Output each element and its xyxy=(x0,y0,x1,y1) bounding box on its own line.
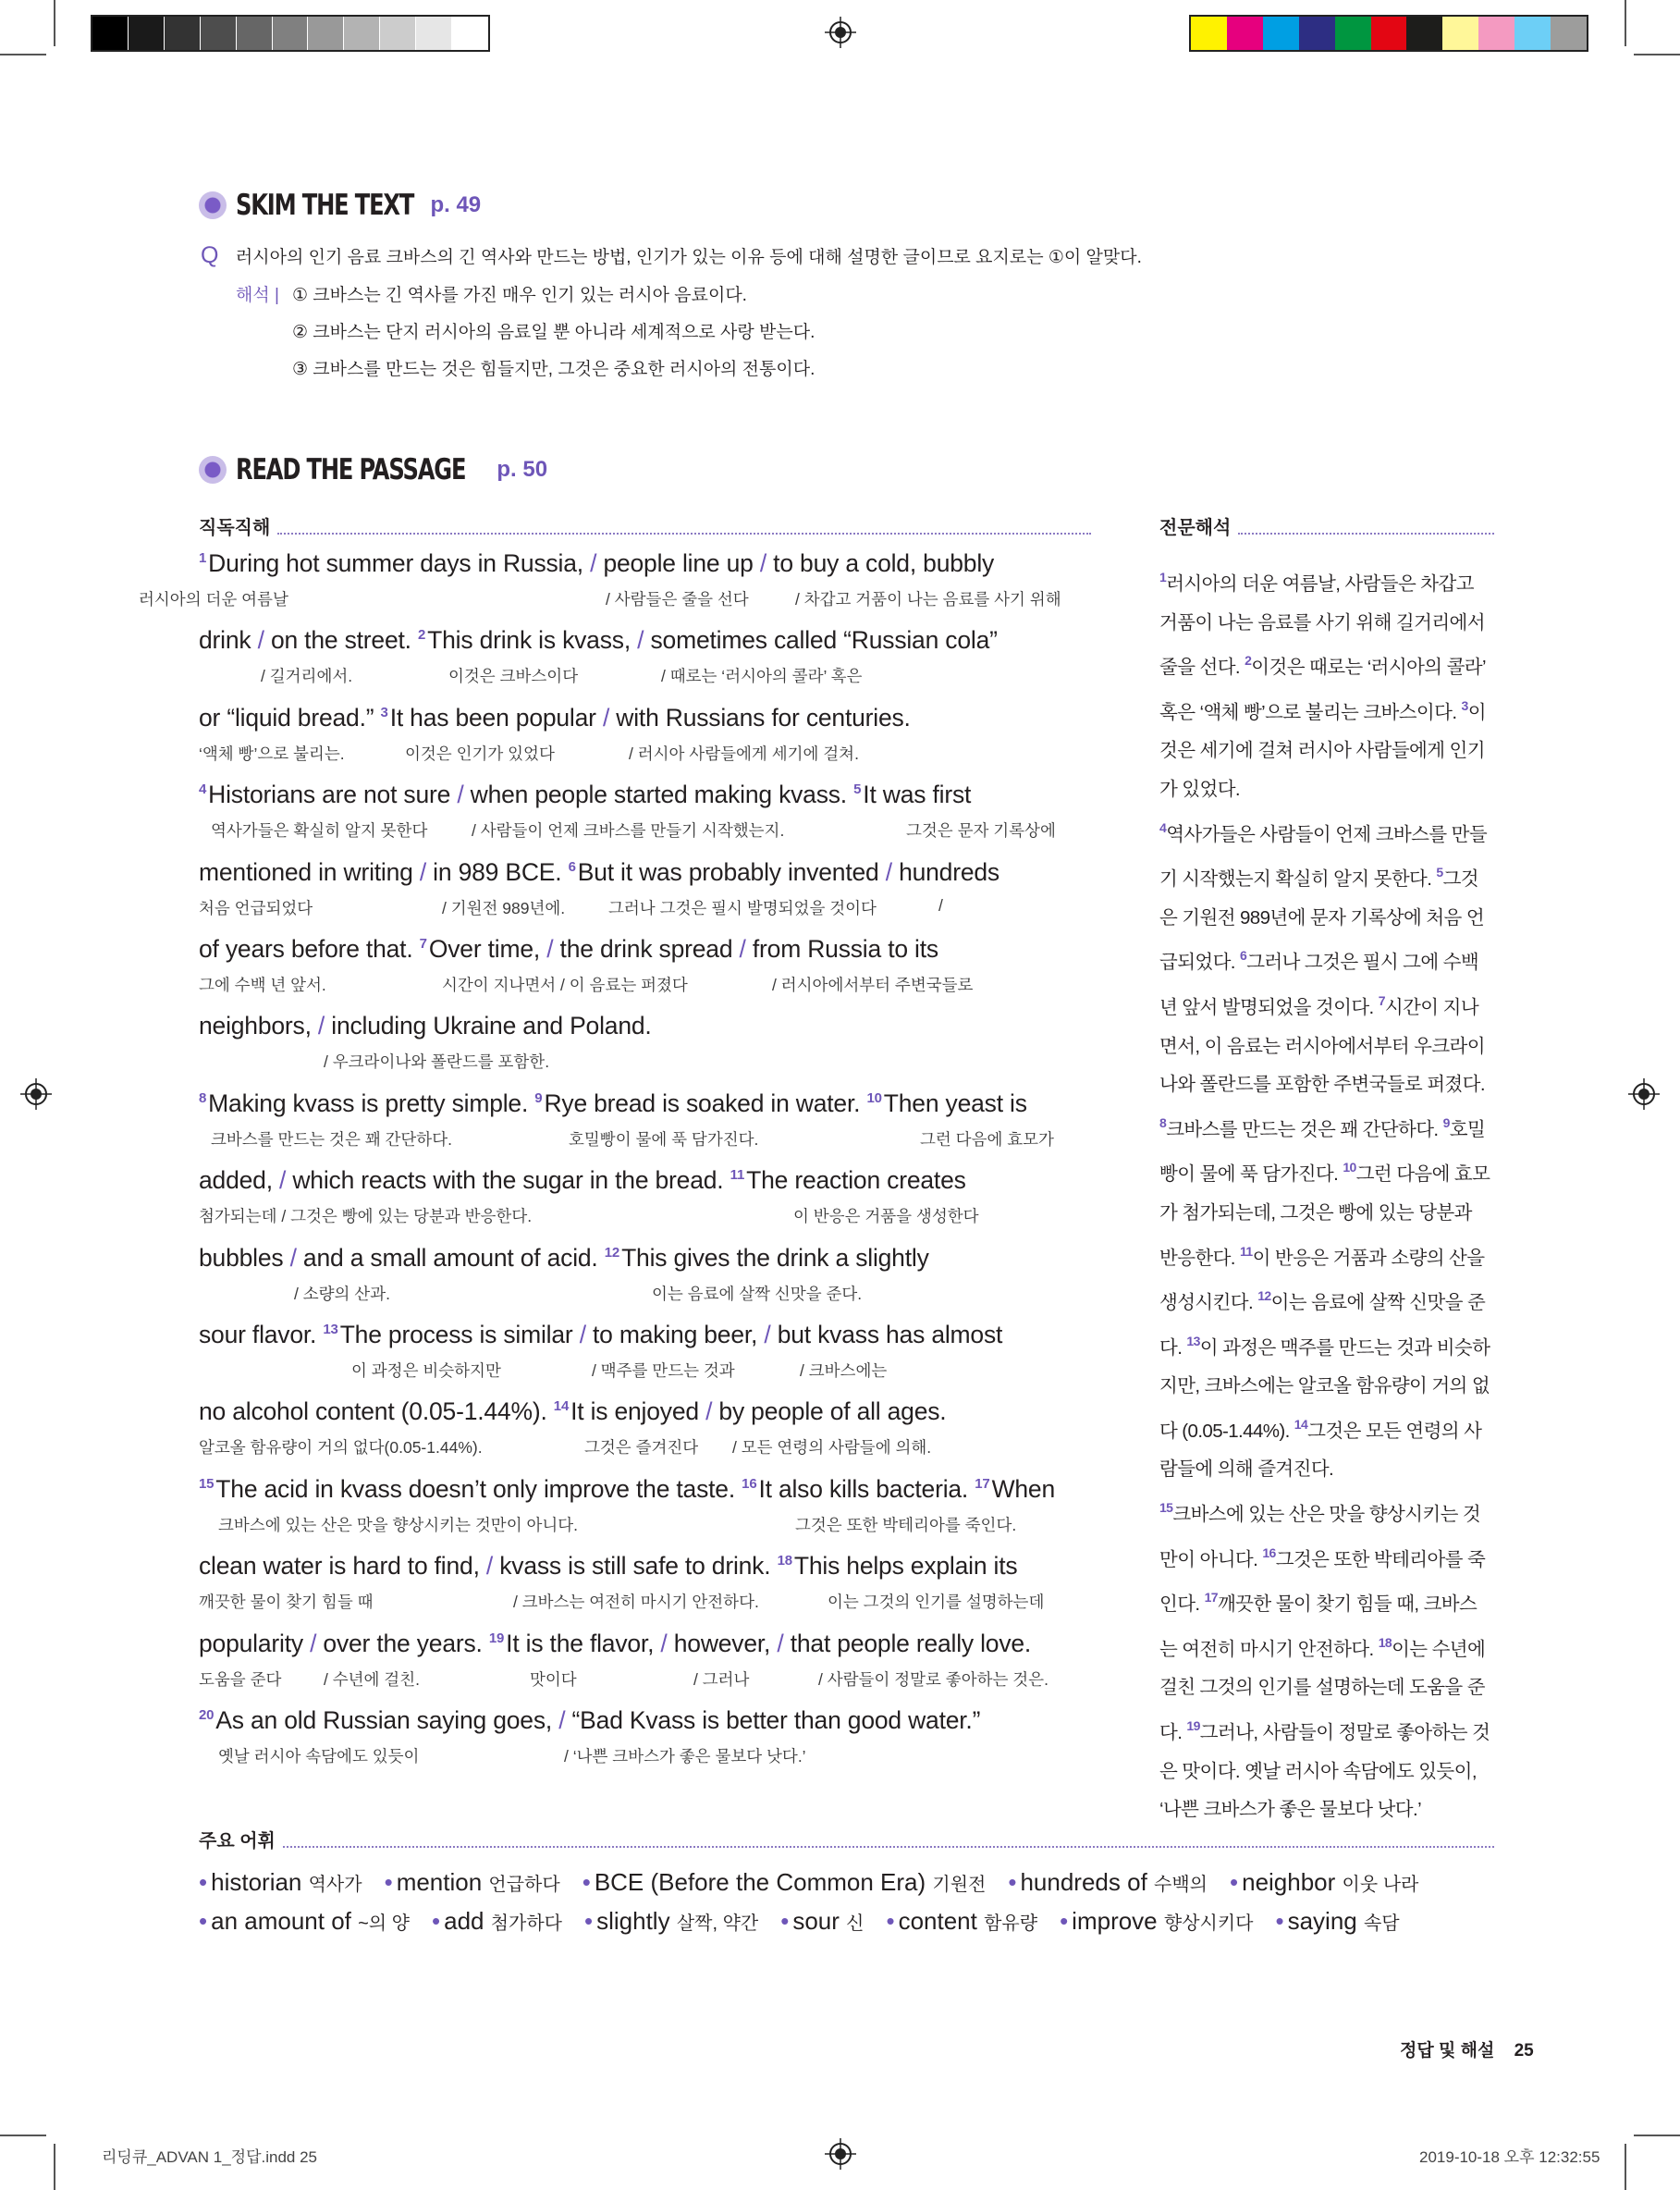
chunk-translation: / xyxy=(938,895,943,915)
vocab-title: 주요 어휘 xyxy=(199,1831,276,1852)
color-swatch xyxy=(1191,17,1227,50)
registration-mark-icon xyxy=(825,2138,856,2170)
vocab-header xyxy=(199,1826,1494,1852)
crop-mark xyxy=(1625,2144,1626,2190)
page-number: 25 xyxy=(1514,2041,1534,2061)
chunk-translation: 이는 음료에 살짝 신맛을 준다. xyxy=(652,1284,863,1303)
gray-swatch xyxy=(129,17,165,50)
vocab-item: • mention 언급하다 xyxy=(384,1868,560,1896)
bullet-icon: • xyxy=(1275,1907,1284,1935)
vocab-row xyxy=(199,1907,1422,1936)
sentence-number: 13 xyxy=(1186,1333,1200,1348)
gray-swatch xyxy=(165,17,201,50)
chunk-translation: / 사람들이 정말로 좋아하는 것은. xyxy=(818,1669,1048,1689)
crop-mark xyxy=(1634,54,1680,55)
sentence-number: 19 xyxy=(488,1630,505,1646)
chunk-translation: / 사람들이 언제 크바스를 만들기 시작했는지. xyxy=(472,821,785,841)
sentence-number: 13 xyxy=(323,1322,338,1337)
timestamp: 2019-10-18 오후 12:32:55 xyxy=(1419,2148,1600,2166)
chunk-translation: 옛날 러시아 속담에도 있듯이 xyxy=(218,1747,420,1766)
color-swatch xyxy=(1442,17,1478,50)
chunk-translation: 그것은 또한 박테리아를 죽인다. xyxy=(795,1515,1017,1534)
sentence-number: 20 xyxy=(199,1707,215,1723)
bullet-icon: • xyxy=(1230,1868,1239,1896)
gray-swatch xyxy=(92,17,129,50)
gray-swatch xyxy=(308,17,344,50)
direct-reading-header xyxy=(199,512,1091,539)
vocab-item: • neighbor 이웃 나라 xyxy=(1230,1868,1419,1896)
bullet-icon: • xyxy=(582,1868,591,1896)
chunk-translation: 그런 다음에 효모가 xyxy=(920,1129,1054,1149)
sentence-number: 8 xyxy=(1159,1114,1167,1130)
chunk-translation: 첨가되는데 / 그것은 빵에 있는 당분과 반응한다. xyxy=(199,1207,533,1226)
passage-line: $^4$Historians are not sure / when people started making kvass. $^5$It was first xyxy=(199,781,972,809)
color-swatch xyxy=(1514,17,1551,50)
chunk-translation: / 차갑고 거품이 나는 음료를 사기 위해 xyxy=(795,590,1061,609)
full-translation xyxy=(1159,559,1494,1829)
bullet-icon: • xyxy=(780,1907,790,1935)
sentence-number: 2 xyxy=(1245,653,1252,669)
crop-mark xyxy=(0,2135,46,2136)
read-page-ref: p. 50 xyxy=(497,457,548,482)
sentence-number: 14 xyxy=(553,1398,570,1415)
passage-line: popularity / over the years. $^{19}$It is the flavor, / however, / that people really love. xyxy=(199,1629,1032,1657)
chunk-translation: 도움을 준다 xyxy=(199,1669,282,1689)
color-swatch xyxy=(1263,17,1299,50)
page-footer xyxy=(1400,2036,1534,2061)
chunk-translation: 깨끗한 물이 찾기 힘들 때 xyxy=(199,1593,374,1612)
sentence-number: 6 xyxy=(568,858,576,875)
chunk-translation: ‘액체 빵’으로 불리는. xyxy=(199,744,345,763)
chunk-translation: / 우크라이나와 폴란드를 포함한. xyxy=(324,1052,550,1072)
section-bullet-icon xyxy=(199,456,227,484)
chunk-translation: 그것은 문자 기록상에 xyxy=(906,821,1056,841)
sentence-number: 7 xyxy=(1378,992,1385,1008)
haeseok-label: 해석 | xyxy=(236,286,279,305)
chunk-translation: 호밀빵이 물에 푹 담가진다. xyxy=(569,1129,759,1149)
sentence-number: 18 xyxy=(1378,1634,1392,1650)
passage-line: $^1$During hot summer days in Russia, / people line up / to buy a cold, bubbly xyxy=(199,549,995,577)
vocab-item: • BCE (Before the Common Era) 기원전 xyxy=(582,1868,987,1896)
crop-mark xyxy=(0,54,46,55)
registration-mark-icon xyxy=(825,17,856,48)
passage-line: $^{15}$The acid in kvass doesn’t only improve the taste. $^{16}$It also kills bacteria. $^{17}$When xyxy=(199,1474,1055,1503)
chunk-translation: 그것은 즐겨진다 xyxy=(584,1438,699,1458)
chunk-translation: 이것은 인기가 있었다 xyxy=(405,744,555,763)
sentence-number: 2 xyxy=(418,627,426,644)
sentence-number: 9 xyxy=(1442,1114,1450,1130)
crop-mark xyxy=(54,2144,55,2190)
sentence-number: 11 xyxy=(1240,1243,1253,1259)
sentence-number: 16 xyxy=(742,1475,757,1492)
skim-title: SKIM THE TEXT xyxy=(236,189,414,222)
gray-scale-bar xyxy=(91,15,490,52)
sentence-number: 1 xyxy=(199,550,207,566)
skim-page-ref: p. 49 xyxy=(430,192,482,217)
vocab-item: • content 함유량 xyxy=(886,1907,1038,1935)
chunk-translation: 이 반응은 거품을 생성한다 xyxy=(793,1207,979,1226)
sentence-number: 3 xyxy=(380,704,388,720)
chunk-translation: / 그러나 xyxy=(693,1669,750,1689)
chunk-translation: 맛이다 xyxy=(530,1669,577,1689)
color-swatch xyxy=(1371,17,1407,50)
sentence-number: 18 xyxy=(777,1553,792,1569)
bullet-icon: • xyxy=(886,1907,895,1935)
sentence-number: 15 xyxy=(199,1475,215,1492)
sentence-number: 6 xyxy=(1240,948,1247,964)
chunk-translation: / 길거리에서. xyxy=(261,667,353,686)
vocab-item: • hundreds of 수백의 xyxy=(1008,1868,1208,1896)
passage-line: clean water is hard to find, / kvass is still safe to drink. $^{18}$This helps explain its xyxy=(199,1552,1018,1581)
registration-mark-icon xyxy=(1628,1078,1660,1110)
passage-line: no alcohol content (0.05-1.44%). $^{14}$It is enjoyed / by people of all ages. xyxy=(199,1397,947,1426)
crop-mark xyxy=(1634,2135,1680,2136)
color-swatch xyxy=(1299,17,1335,50)
option-item: ② 크바스는 단지 러시아의 음료일 뿐 아니라 세계적으로 사랑 받는다. xyxy=(292,323,815,342)
sentence-number: 10 xyxy=(1343,1160,1356,1175)
vocab-item: • add 첨가하다 xyxy=(432,1907,562,1935)
sentence-number: 9 xyxy=(534,1089,543,1106)
section-bullet-icon xyxy=(199,191,227,219)
crop-mark xyxy=(54,0,55,46)
registration-mark-icon xyxy=(20,1078,52,1110)
chunk-translation: / 크바스에는 xyxy=(800,1361,888,1380)
sentence-number: 1 xyxy=(1159,570,1167,584)
chunk-translation: 알코올 함유량이 거의 없다(0.05-1.44%). xyxy=(199,1438,483,1458)
chunk-translation: 역사가들은 확실히 알지 못한다 xyxy=(211,821,428,841)
gray-swatch xyxy=(237,17,273,50)
sentence-number: 12 xyxy=(604,1244,620,1261)
q-label: Q xyxy=(201,242,219,268)
vocab-row xyxy=(199,1868,1441,1897)
sentence-number: 15 xyxy=(1159,1500,1173,1516)
passage-line: $^8$Making kvass is pretty simple. $^9$Rye bread is soaked in water. $^{10}$Then yeast is xyxy=(199,1089,1027,1117)
gray-swatch xyxy=(273,17,309,50)
bullet-icon: • xyxy=(584,1907,594,1935)
question-text: 러시아의 인기 음료 크바스의 긴 역사와 만드는 방법, 인기가 있는 이유 등에 대해 설명한 글이므로 요지로는 ①이 알맞다. xyxy=(235,248,1142,267)
option-item: ③ 크바스를 만드는 것은 힘들지만, 그것은 중요한 러시아의 전통이다. xyxy=(292,360,815,379)
read-section-header xyxy=(199,453,547,486)
chunk-translation: 시간이 지나면서 / 이 음료는 퍼졌다 xyxy=(442,976,688,994)
color-swatch xyxy=(1335,17,1371,50)
chunk-translation: / 러시아에서부터 주변국들로 xyxy=(772,976,974,994)
chunk-translation: / 맥주를 만드는 것과 xyxy=(592,1361,735,1380)
chunk-translation: / 소량의 산과. xyxy=(294,1284,390,1303)
vocab-item: • saying 속담 xyxy=(1275,1907,1400,1935)
chunk-translation: / 크바스는 여전히 마시기 안전하다. xyxy=(513,1593,759,1612)
chunk-translation: 크바스에 있는 산은 맛을 향상시키는 것만이 아니다. xyxy=(218,1515,579,1534)
passage-line: sour flavor. $^{13}$The process is similar / to making beer, / but kvass has almost xyxy=(199,1321,1003,1348)
sentence-number: 4 xyxy=(199,781,207,798)
bullet-icon: • xyxy=(1060,1907,1069,1935)
full-translation-header xyxy=(1159,512,1494,539)
translation-paragraph: $^1$러시아의 더운 여름날, 사람들은 차갑고 거품이 나는 음료를 사기 위해 길거리에서 줄을 선다. $^2$이것은 때로는 ‘러시아의 콜라’ 혹은 ‘액체 빵’으로 불리는 크바스이다. $^3$이것은 세기에 걸쳐 러시아 사람들에게 인기가 있었다. xyxy=(1159,570,1486,800)
crop-mark xyxy=(1625,0,1626,46)
passage-line: or “liquid bread.” $^3$It has been popular / with Russians for centuries. xyxy=(199,703,911,732)
vocab-item: • slightly 살짝, 약간 xyxy=(584,1907,759,1935)
sentence-number: 19 xyxy=(1186,1718,1200,1734)
bullet-icon: • xyxy=(384,1868,393,1896)
translation-paragraph: $^4$역사가들은 사람들이 언제 크바스를 만들기 시작했는지 확실히 알지 못한다. $^5$그것은 기원전 989년에 문자 기록상에 처음 언급되었다. $^6$그러나 그것은 필시 그에 수백 년 앞서 발명되었을 것이다. $^7$시간이 지나면서, 이 음료는 러시아에서부터 우크라이나와 폴란드를 포함한 주변국들로 퍼졌다. xyxy=(1159,819,1488,1096)
skim-question xyxy=(201,242,1142,269)
chunk-translation: 그에 수백 년 앞서. xyxy=(199,976,326,994)
passage-line: mentioned in writing / in 989 BCE. $^6$But it was probably invented / hundreds xyxy=(199,857,999,886)
direct-reading-label: 직독직해 xyxy=(199,518,271,538)
sentence-number: 5 xyxy=(853,781,862,798)
footer-section: 정답 및 해설 xyxy=(1400,2041,1495,2061)
chunk-translation: 처음 언급되었다 xyxy=(199,898,313,917)
sentence-number: 8 xyxy=(199,1089,207,1106)
chunk-translation: / 때로는 ‘러시아의 콜라’ 혹은 xyxy=(661,667,863,686)
color-swatch xyxy=(1551,17,1587,50)
vocab-item: • sour 신 xyxy=(780,1907,865,1935)
sentence-number: 4 xyxy=(1159,819,1167,835)
passage-line: of years before that. $^7$Over time, / the drink spread / from Russia to its xyxy=(199,935,938,963)
gray-swatch xyxy=(380,17,416,50)
chunk-translation: / 사람들은 줄을 선다 xyxy=(606,590,749,609)
option-item: ① 크바스는 긴 역사를 가진 매우 인기 있는 러시아 음료이다. xyxy=(292,286,747,305)
sentence-number: 14 xyxy=(1294,1416,1308,1432)
sentence-number: 11 xyxy=(730,1167,745,1184)
sentence-number: 16 xyxy=(1262,1544,1276,1560)
file-name: 리딩큐_ADVAN 1_정답.indd 25 xyxy=(102,2148,318,2166)
skim-section-header xyxy=(199,189,481,222)
sentence-number: 10 xyxy=(866,1089,882,1106)
bullet-icon: • xyxy=(432,1907,441,1935)
bullet-icon: • xyxy=(199,1907,208,1935)
chunk-translation: 그러나 그것은 필시 발명되었을 것이다 xyxy=(608,898,877,917)
sentence-number: 3 xyxy=(1461,697,1468,713)
vocab-item: • improve 향상시키다 xyxy=(1060,1907,1254,1935)
passage-line: drink / on the street. $^2$This drink is kvass, / sometimes called “Russian cola” xyxy=(199,626,998,655)
chunk-translation: 이것은 크바스이다 xyxy=(448,667,579,686)
sentence-number: 7 xyxy=(419,936,427,952)
color-swatch xyxy=(1406,17,1442,50)
bullet-icon: • xyxy=(199,1868,208,1896)
read-title: READ THE PASSAGE xyxy=(236,453,466,486)
chunk-translation: 이 과정은 비슷하지만 xyxy=(351,1361,501,1380)
chunk-translation: / 기원전 989년에. xyxy=(442,898,566,917)
chunk-translation: 이는 그것의 인기를 설명하는데 xyxy=(828,1593,1045,1612)
chunk-translation: / 모든 연령의 사람들에 의해. xyxy=(732,1438,932,1458)
sentence-number: 17 xyxy=(1204,1590,1218,1606)
bullet-icon: • xyxy=(1008,1868,1017,1896)
chunk-translation: / 수년에 걸친. xyxy=(324,1669,420,1689)
passage-line: neighbors, / including Ukraine and Poland. xyxy=(199,1012,652,1040)
color-swatch xyxy=(1227,17,1263,50)
translation-paragraph: $^{15}$크바스에 있는 산은 맛을 향상시키는 것만이 아니다. $^{16}$그것은 또한 박테리아를 죽인다. $^{17}$깨끗한 물이 찾기 힘들 때, 크바스는 여전히 마시기 안전하다. $^{18}$이는 수년에 걸친 그것의 인기를 설명하는데 도움을 준다. $^{19}$그러나, 사람들이 정말로 좋아하는 것은 맛이다. 옛날 러시아 속담에도 있듯이, ‘나쁜 크바스가 좋은 물보다 낫다.’ xyxy=(1159,1500,1490,1821)
vocab-item: • historian 역사가 xyxy=(199,1868,362,1896)
chunk-translation: 러시아의 더운 여름날 xyxy=(139,590,288,609)
translation-paragraph: $^8$크바스를 만드는 것은 꽤 간단하다. $^9$호밀빵이 물에 푹 담가진다. $^{10}$그런 다음에 효모가 첨가되는데, 그것은 빵에 있는 당분과 반응한다. $^{11}$이 반응은 거품과 소량의 산을 생성시킨다. $^{12}$이는 음료에 살짝 신맛을 준다. $^{13}$이 과정은 맥주를 만드는 것과 비슷하지만, 크바스에는 알코올 함유량이 거의 없다 (0.05-1.44%). $^{14}$그것은 모든 연령의 사람들에 의해 즐겨진다. xyxy=(1159,1114,1490,1481)
sentence-number: 12 xyxy=(1257,1288,1271,1304)
chunk-translation: / ‘나쁜 크바스가 좋은 물보다 낫다.’ xyxy=(564,1747,806,1766)
gray-swatch xyxy=(416,17,452,50)
color-swatch-bar xyxy=(1189,15,1588,52)
full-translation-label: 전문해석 xyxy=(1159,518,1232,538)
chunk-translation: / 러시아 사람들에게 세기에 걸쳐. xyxy=(629,744,859,763)
sentence-number: 5 xyxy=(1436,865,1443,880)
vocab-item: • an amount of ~의 양 xyxy=(199,1907,410,1935)
color-swatch xyxy=(1478,17,1514,50)
gray-swatch xyxy=(201,17,237,50)
passage-line: added, / which reacts with the sugar in the bread. $^{11}$The reaction creates xyxy=(199,1166,966,1195)
gray-swatch xyxy=(452,17,488,50)
gray-swatch xyxy=(344,17,380,50)
sentence-number: 17 xyxy=(975,1475,990,1492)
chunk-translation: 크바스를 만드는 것은 꽤 간단하다. xyxy=(211,1129,452,1149)
passage-line: bubbles / and a small amount of acid. $^{12}$This gives the drink a slightly xyxy=(199,1243,929,1272)
passage-line: $^{20}$As an old Russian saying goes, / “Bad Kvass is better than good water.” xyxy=(199,1706,981,1734)
